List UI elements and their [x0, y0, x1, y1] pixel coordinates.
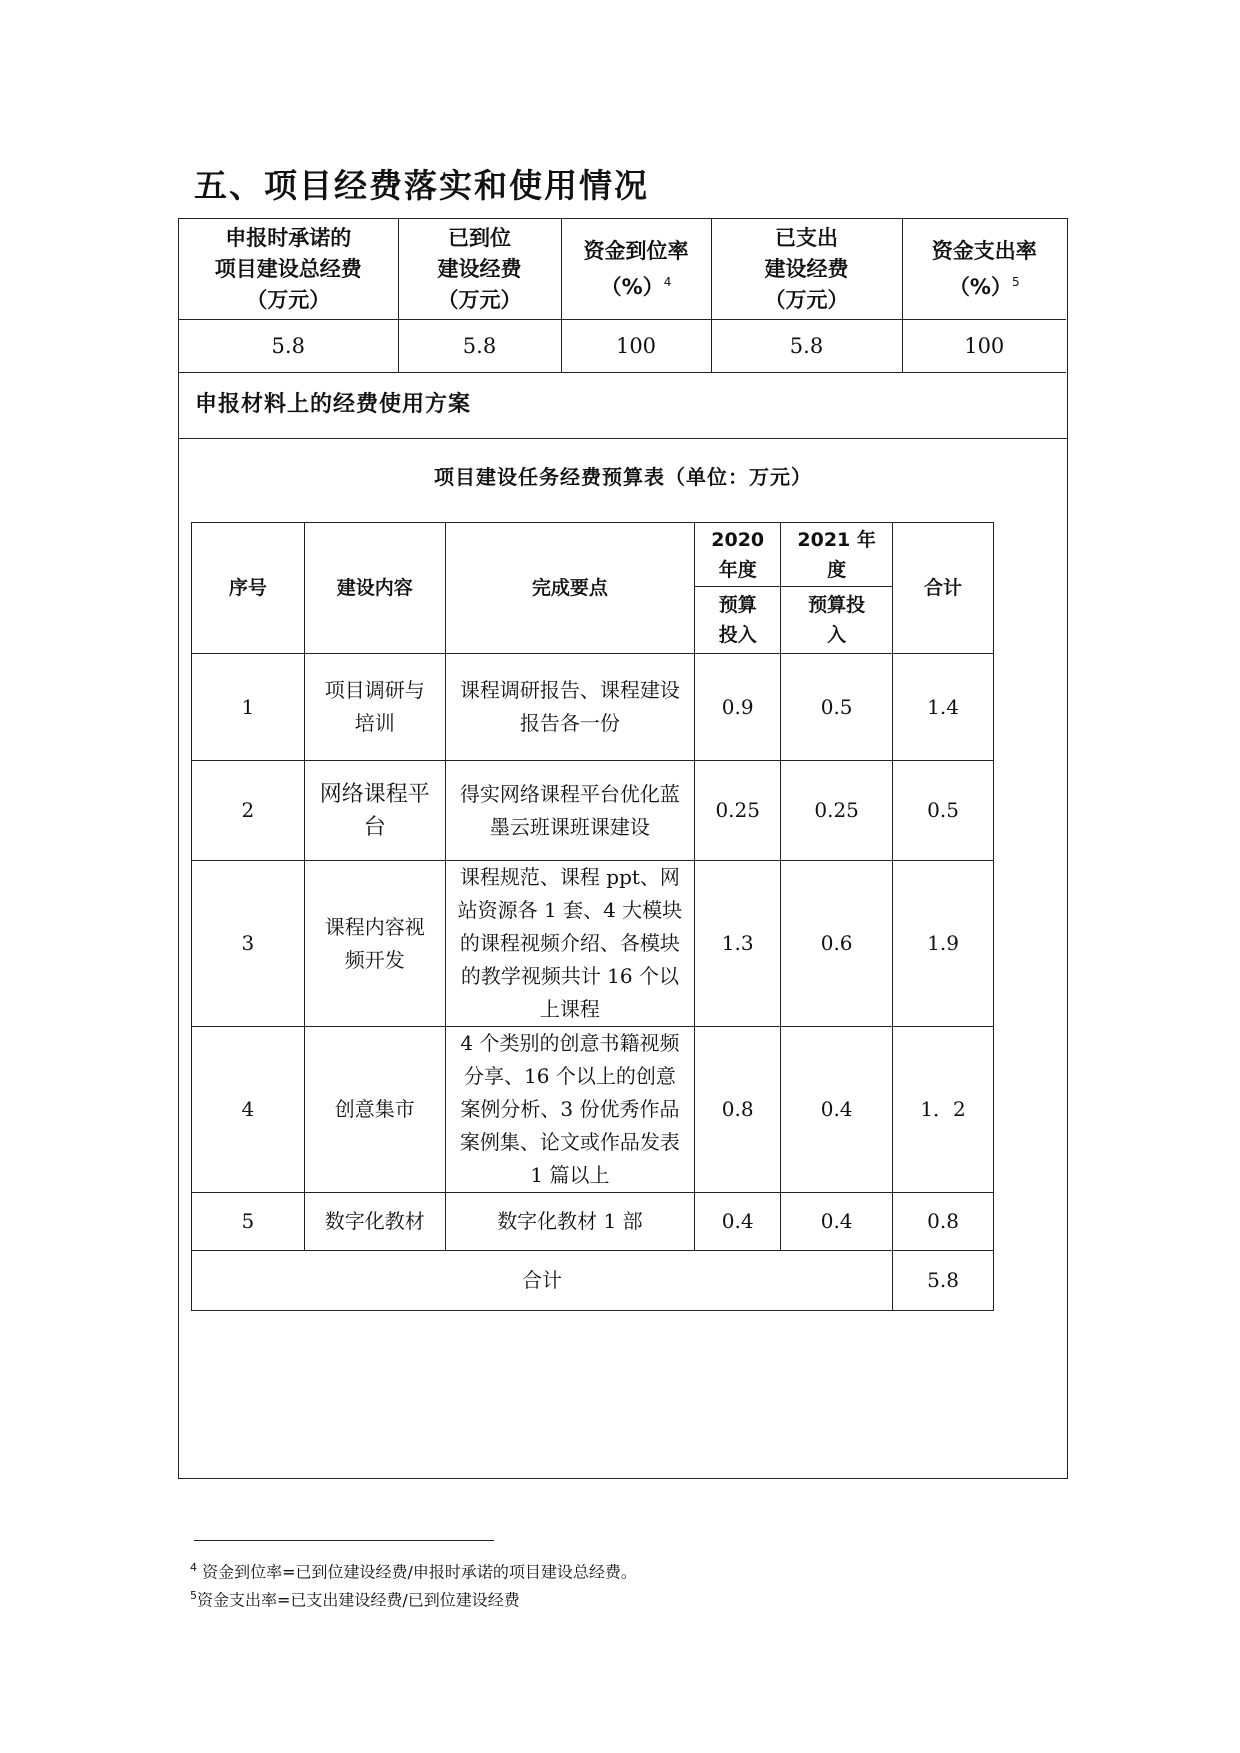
row-total: 0.5	[893, 761, 994, 861]
row-content: 创意集市	[304, 1027, 445, 1193]
row-points: 得实网络课程平台优化蓝墨云班课班课建设	[445, 761, 695, 861]
row-total: 1.9	[893, 861, 994, 1027]
section-title: 五、项目经费落实和使用情况	[194, 166, 649, 205]
header-points: 完成要点	[445, 523, 695, 654]
row-content: 数字化教材	[304, 1193, 445, 1251]
table-row	[192, 1027, 994, 1193]
row-2021: 0.25	[781, 761, 893, 861]
header-received-funds: 已到位 建设经费 （万元）	[398, 219, 561, 320]
table-row	[192, 654, 994, 761]
row-2020: 0.9	[695, 654, 781, 761]
row-no: 5	[192, 1193, 305, 1251]
budget-table	[191, 522, 994, 1311]
budget-header-row	[192, 523, 994, 587]
header-promised-total: 申报时承诺的 项目建设总经费 （万元）	[179, 219, 398, 320]
footnote-4: $^4$ 资金到位率=已到位建设经费/申报时承诺的项目建设总经费。	[190, 1561, 637, 1582]
header-year-2020: 2020 年度	[695, 523, 781, 587]
table-row	[192, 1193, 994, 1251]
row-2020: 1.3	[695, 861, 781, 1027]
row-content: 课程内容视频开发	[304, 861, 445, 1027]
value-spent-funds: 5.8	[711, 320, 902, 373]
header-invest-2021: 预算投 入	[781, 587, 893, 654]
header-content: 建设内容	[304, 523, 445, 654]
header-total: 合计	[893, 523, 994, 654]
footnotes	[190, 1556, 637, 1613]
footnote-mark-5: 5	[1011, 274, 1020, 289]
row-no: 2	[192, 761, 305, 861]
plan-heading: 申报材料上的经费使用方案	[195, 392, 472, 417]
row-no: 3	[192, 861, 305, 1027]
funding-header-row	[179, 219, 1066, 320]
footnote-mark-4: 4	[663, 274, 672, 289]
value-spending-rate: 100	[902, 320, 1066, 373]
value-promised-total: 5.8	[179, 320, 398, 373]
row-2021: 0.6	[781, 861, 893, 1027]
header-invest-2020: 预算 投入	[695, 587, 781, 654]
funding-form	[178, 218, 1068, 1479]
row-2020: 0.4	[695, 1193, 781, 1251]
row-2020: 0.25	[695, 761, 781, 861]
value-received-funds: 5.8	[398, 320, 561, 373]
footnote-divider	[194, 1540, 494, 1541]
plan-divider	[179, 438, 1067, 439]
row-content: 项目调研与培训	[304, 654, 445, 761]
row-points: 4 个类别的创意书籍视频分享、16 个以上的创意案例分析、3 份优秀作品案例集、论文或作品发表 1 篇以上	[445, 1027, 695, 1193]
row-no: 4	[192, 1027, 305, 1193]
funding-table	[179, 219, 1066, 373]
row-2021: 0.4	[781, 1027, 893, 1193]
footnote-5: $^5$资金支出率=已支出建设经费/已到位建设经费	[190, 1589, 520, 1610]
budget-sum-row	[192, 1251, 994, 1311]
row-total: 0.8	[893, 1193, 994, 1251]
header-spent-funds: 已支出 建设经费 （万元）	[711, 219, 902, 320]
header-year-2021: 2021 年 度	[781, 523, 893, 587]
row-content: 网络课程平台	[304, 761, 445, 861]
table-row	[192, 761, 994, 861]
sum-label: 合计	[192, 1251, 893, 1311]
row-total: 1.4	[893, 654, 994, 761]
table-row	[192, 861, 994, 1027]
row-points: 课程调研报告、课程建设报告各一份	[445, 654, 695, 761]
value-arrival-rate: 100	[561, 320, 711, 373]
funding-value-row	[179, 320, 1066, 373]
row-2020: 0.8	[695, 1027, 781, 1193]
row-total: 1．2	[893, 1027, 994, 1193]
row-2021: 0.4	[781, 1193, 893, 1251]
budget-title: 项目建设任务经费预算表（单位：万元）	[434, 465, 812, 489]
sum-value: 5.8	[893, 1251, 994, 1311]
row-2021: 0.5	[781, 654, 893, 761]
header-arrival-rate: 资金到位率 （%）$^4$	[561, 219, 711, 320]
header-no: 序号	[192, 523, 305, 654]
row-no: 1	[192, 654, 305, 761]
header-spending-rate: 资金支出率 （%）$^5$	[902, 219, 1066, 320]
row-points: 数字化教材 1 部	[445, 1193, 695, 1251]
row-points: 课程规范、课程 ppt、网站资源各 1 套、4 大模块的课程视频介绍、各模块的教学视频共计 16 个以上课程	[445, 861, 695, 1027]
